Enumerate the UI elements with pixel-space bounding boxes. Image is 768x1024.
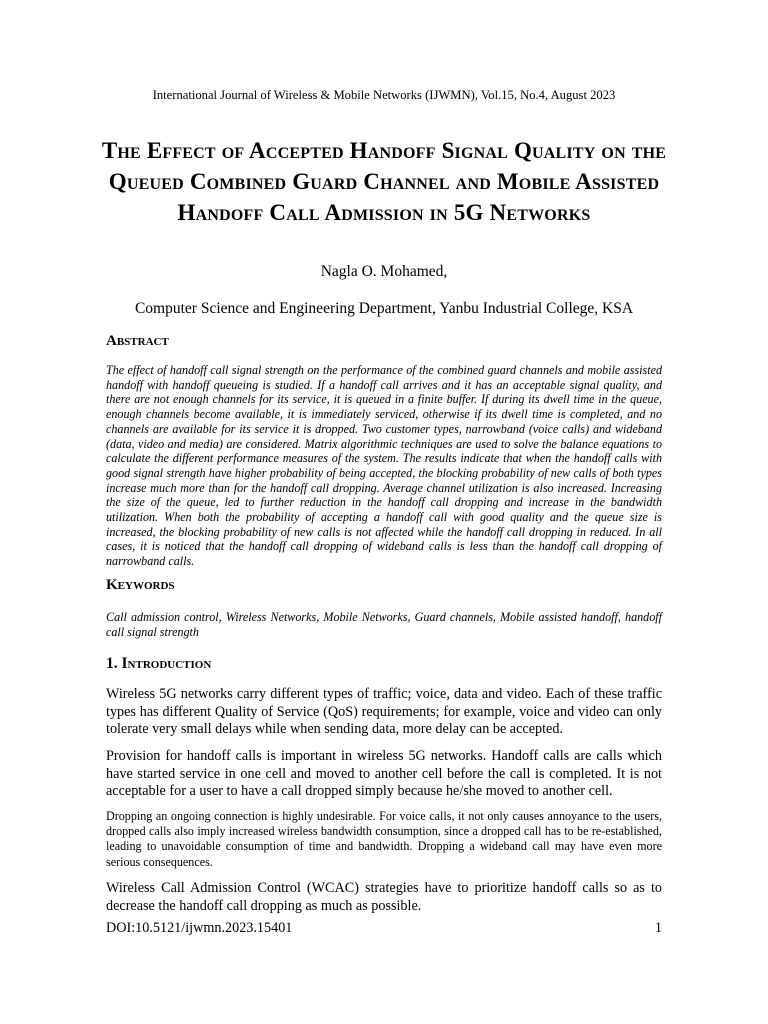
abstract-text: The effect of handoff call signal strength on the performance of the combined guard channels and mobile assisted handoff with handoff queueing is studied. If a handoff call arrives and it has an acceptable signal quality, and there are not enough channels for its service, it is queued in a finite buffer. If during its dwell time in the queue, enough channels become available, it is immediately serviced, otherwise if its dwell time is completed, and no channels are available for its service it is dropped. Two customer types, narrowband (voice calls) and wideband (data, video and media) are considered. Matrix algorithmic techniques are used to solve the balance equations to calculate the different performance measures of the system. The results indicate that when the handoff calls with good signal strength have higher probability of being accepted, the blocking probability of new calls of both types increase much more than for the handoff call dropping. Average channel utilization is also increased. Increasing the size of the queue, led to further reduction in the handoff call dropping and increase in the bandwidth utilization. When both the probability of accepting a handoff call with good quality and the queue size is increased, the blocking probability of new calls is not affected while the handoff call dropping in reduced. In all cases, it is noticed that the handoff call dropping of wideband calls is less than the handoff call dropping of narrowband calls. (106, 363, 662, 569)
intro-paragraph-1: Wireless 5G networks carry different types of traffic; voice, data and video. Each of these traffic types has different Quality of Service (QoS) requirements; for example, voice and video can only tolerate very small delays while when sending data, more delay can be accepted. (106, 686, 662, 737)
intro-paragraph-3: Dropping an ongoing connection is highly undesirable. For voice calls, it not only causes annoyance to the users, dropped calls also imply increased wireless bandwidth consumption, since a dropped call has to be re-established, leading to unavoidable consumption of time and bandwidth. Dropping a wideband call may have even more serious consequences. (106, 809, 662, 869)
page-footer (106, 920, 662, 937)
author-name: Nagla O. Mohamed, (320, 263, 448, 280)
paper-title: The Effect of Accepted Handoff Signal Quality on the Queued Combined Guard Channel and Mobile Assisted Handoff Call Admission in 5G Networks (101, 138, 667, 225)
intro-paragraph-2: Provision for handoff calls is important in wireless 5G networks. Handoff calls are calls which have started service in one cell and moved to another cell before the call is completed. It is not acceptable for a user to have a call dropped simply because he/she moved to another cell. (106, 748, 662, 799)
keywords-heading: Keywords (106, 577, 175, 593)
journal-header: International Journal of Wireless & Mobile Networks (IJWMN), Vol.15, No.4, August 2023 (152, 88, 616, 102)
author-affiliation: Computer Science and Engineering Department, Yanbu Industrial College, KSA (134, 300, 634, 317)
introduction-heading: 1. Introduction (106, 655, 212, 672)
abstract-heading: Abstract (106, 333, 169, 349)
keywords-text: Call admission control, Wireless Networks, Mobile Networks, Guard channels, Mobile assisted handoff, handoff call signal strength (106, 610, 662, 639)
doi-link[interactable]: DOI:10.5121/ijwmn.2023.15401 (106, 920, 293, 936)
intro-paragraph-4: Wireless Call Admission Control (WCAC) strategies have to prioritize handoff calls so as to decrease the handoff call dropping as much as possible. (106, 880, 662, 914)
page-number: 1 (654, 920, 662, 936)
